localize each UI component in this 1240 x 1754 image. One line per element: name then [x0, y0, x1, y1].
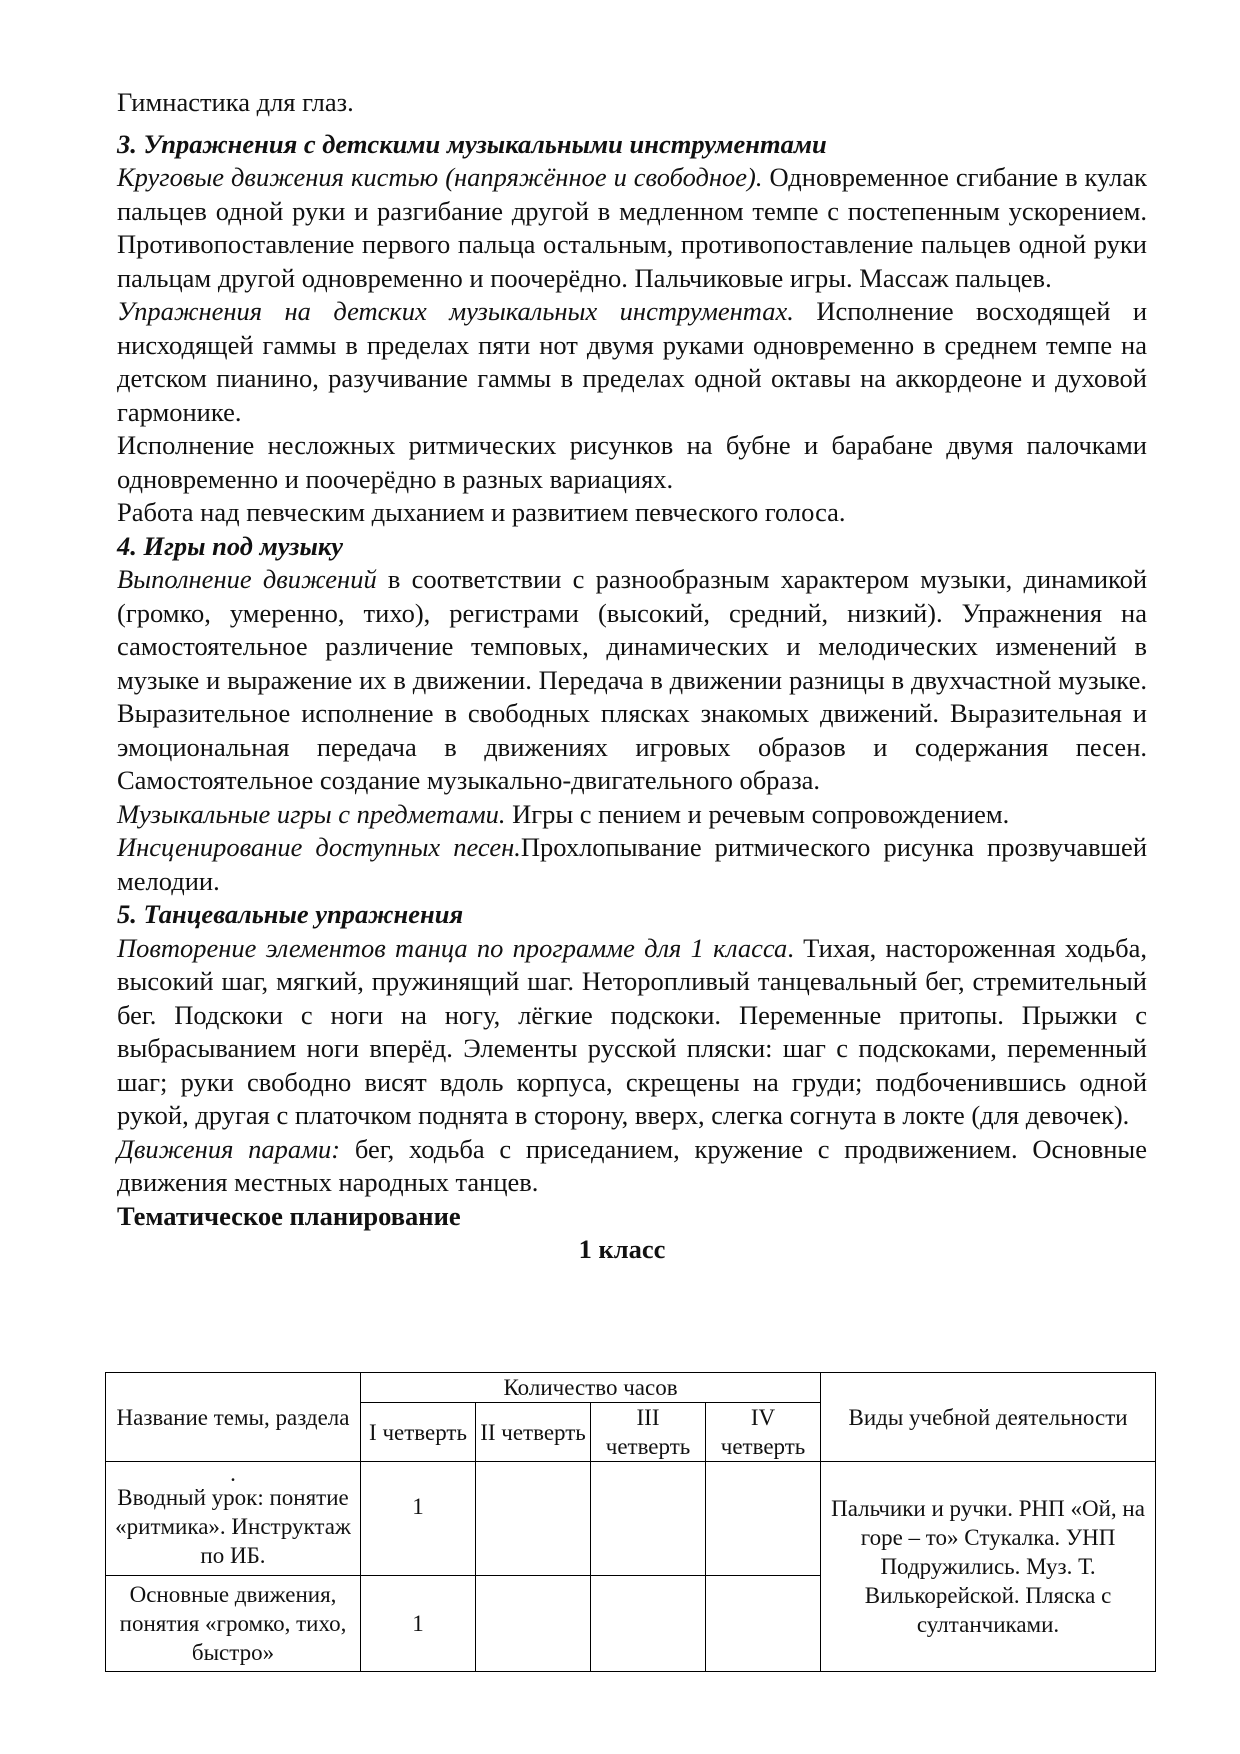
thematic-planning-title: Тематическое планирование: [117, 1200, 461, 1231]
activity-cell: Пальчики и ручки. РНП «Ой, на горе – то» Стукалка. УНП Подружились. Муз. Т. Вилькорейской. Пляска с султанчиками.: [821, 1462, 1156, 1672]
row1-q1: 1: [361, 1462, 476, 1576]
row1-q3: [591, 1462, 706, 1576]
paragraph-3d: Работа над певческим дыханием и развитием певческого голоса.: [117, 497, 846, 527]
header-hours: Количество часов: [361, 1373, 821, 1403]
section-5-heading: 5. Танцевальные упражнения: [117, 899, 464, 929]
header-q1: I четверть: [361, 1403, 476, 1462]
paragraph-gymnastics: Гимнастика для глаз.: [117, 87, 354, 117]
term-5a: Повторение элементов танца по программе для 1 класса: [117, 932, 788, 963]
row2-q4: [706, 1576, 821, 1672]
term-3b: Упражнения на детских музыкальных инструментах.: [117, 296, 794, 326]
document-body: [117, 86, 1147, 1267]
row2-q3: [591, 1576, 706, 1672]
term-4b: Музыкальные игры с предметами.: [117, 798, 506, 829]
text-3b: Исполнение восходящей и нисходящей гаммы в пределах пяти нот двумя руками одновременно в среднем темпе на детском пианино, разучивание гаммы в пределах одной октавы на аккордеоне и духовой гармонике.: [117, 296, 1148, 427]
term-3a: Круговые движения кистью (напряжённое и свободное).: [117, 162, 763, 192]
section-4-heading: 4. Игры под музыку: [117, 530, 344, 561]
table-header-row: [106, 1373, 1156, 1403]
header-activity: Виды учебной деятельности: [821, 1373, 1156, 1462]
row1-theme: [106, 1462, 361, 1576]
text-4b: Игры с пением и речевым сопровождением.: [505, 798, 1010, 829]
header-q4: IV четверть: [706, 1403, 821, 1462]
row1-q2: [476, 1462, 591, 1576]
text-3a: Одновременное сгибание в кулак пальцев одной руки и разгибание другой в медленном темпе с постепенным ускорением. Противопоставление первого пальца остальным, противопоставление пальцев одной руки пальцам другой одновременно и поочерёдно. Пальчиковые игры. Массаж пальцев.: [117, 162, 1147, 293]
term-5b: Движения парами:: [117, 1133, 341, 1164]
row2-q2: [476, 1576, 591, 1672]
paragraph-5b: [117, 1133, 1147, 1200]
row1-dot: .: [230, 1461, 236, 1486]
header-theme: Название темы, раздела: [106, 1373, 361, 1462]
row1-q4: [706, 1462, 821, 1576]
paragraph-4a: [117, 563, 1147, 798]
paragraph-3b: [117, 295, 1147, 429]
class-title: 1 класс: [578, 1234, 666, 1264]
text-5a: . Тихая, настороженная ходьба, высокий шаг, мягкий, пружинящий шаг. Неторопливый танцевальный бег, стремительный бег. Подскоки с ноги на ногу, лёгкие подскоки. Переменные притопы. Прыжки с выбрасыванием ноги вперёд. Элементы русской пляски: шаг с подскоками, переменный шаг; руки свободно висят вдоль корпуса, скрещены на груди; подбоченившись одной рукой, другая с платочком поднята в сторону, вверх, слегка согнута в локте (для девочек).: [117, 932, 1148, 1130]
paragraph-3a: [117, 161, 1147, 295]
text-5b: бег, ходьба с приседанием, кружение с продвижением. Основные движения местных народных танцев.: [117, 1133, 1147, 1197]
text-4c: Прохлопывание ритмического рисунка прозвучавшей мелодии.: [117, 832, 1147, 896]
header-q3: III четверть: [591, 1403, 706, 1462]
row2-q1: 1: [361, 1576, 476, 1672]
row1-theme-text: Вводный урок: понятие «ритмика». Инструктаж по ИБ.: [115, 1485, 351, 1568]
row2-theme: Основные движения, понятия «громко, тихо, быстро»: [106, 1576, 361, 1672]
paragraph-4b: [117, 798, 1147, 832]
table-row: [106, 1462, 1156, 1576]
term-4a: Выполнение движений: [117, 564, 377, 594]
paragraph-4c: [117, 831, 1147, 898]
term-4c: Инсценирование доступных песен.: [117, 832, 521, 862]
header-q2: II четверть: [476, 1403, 591, 1462]
planning-table: [105, 1372, 1156, 1672]
paragraph-3c: Исполнение несложных ритмических рисунков на бубне и барабане двумя палочками одновременно и поочерёдно в разных вариациях.: [117, 430, 1147, 494]
text-4a: в соответствии с разнообразным характером музыки, динамикой (громко, умеренно, тихо), регистрами (высокий, средний, низкий). Упражнения на самостоятельное различение темповых, динамических и мелодических изменений в музыке и выражение их в движении. Передача в движении разницы в двухчастной музыке. Выразительное исполнение в свободных плясках знакомых движений. Выразительная и эмоциональная передача в движениях игровых образов и содержания песен. Самостоятельное создание музыкально-двигательного образа.: [117, 564, 1147, 795]
paragraph-5a: [117, 932, 1147, 1133]
section-3-heading: 3. Упражнения с детскими музыкальными инструментами: [117, 128, 827, 159]
